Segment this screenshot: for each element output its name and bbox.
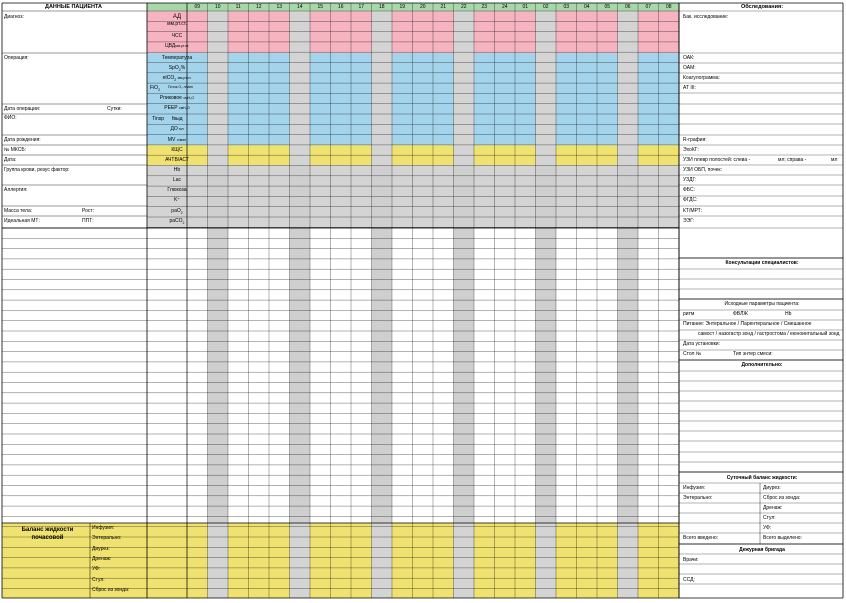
- doctor-label: Врачи:: [683, 557, 699, 563]
- param-t-insp: Tinsp: [152, 116, 165, 122]
- nutrition-line2: самост / назогастр зонд / гастростома / еюноинтальный зонд: [698, 331, 840, 337]
- hour-label: 08: [665, 4, 672, 10]
- operation-label: Операция:: [4, 55, 29, 61]
- gray-hour-column-bottom: [290, 523, 311, 598]
- nutrition-line1: Питание: Энтеральное / Парентеральное / Смешанное: [683, 321, 812, 327]
- ml-right-label: мл; справа -: [778, 157, 807, 163]
- exams-title: Обследования:: [740, 4, 784, 10]
- param-cvd: ЦВДмм.рт.ст.: [164, 43, 190, 49]
- echo-label: ЭхоКГ:: [683, 147, 699, 153]
- balance-title: Баланс жидкости почасовой: [21, 527, 74, 541]
- install-date-label: Дата установки:: [683, 341, 720, 347]
- body-mass-label: Масса тела:: [4, 208, 33, 214]
- team-title: Дежурная бригада: [739, 547, 785, 553]
- fgds-label: ФГДС:: [683, 197, 698, 203]
- hour-label: 02: [542, 4, 549, 10]
- ppt-label: ППТ:: [82, 218, 94, 224]
- hour-label: 06: [624, 4, 631, 10]
- balance-row-label: Сброс из зонда:: [92, 586, 130, 593]
- bac-label: Бак. исследование:: [683, 14, 729, 20]
- gray-hour-column: [536, 165, 557, 523]
- hour-label: 07: [645, 4, 652, 10]
- hour-label: 24: [501, 4, 508, 10]
- param-peep: PEEP смH₂O: [164, 105, 190, 111]
- diagnosis-label: Диагноз:: [4, 14, 24, 20]
- gray-hour-column: [454, 165, 475, 523]
- param-temperature: Температура: [161, 55, 193, 61]
- mix-type-label: Тип энтер смеси:: [733, 351, 773, 357]
- hour-label: 18: [378, 4, 385, 10]
- hour-label: 23: [481, 4, 488, 10]
- gray-hour-column-top: [536, 11, 557, 165]
- hour-label: 16: [337, 4, 344, 10]
- hour-label: 15: [317, 4, 324, 10]
- gray-hour-column-top: [618, 11, 639, 165]
- uzdg-label: УЗДГ:: [683, 177, 697, 183]
- height-label: Рост:: [82, 208, 95, 214]
- record-no-label: № МКСБ:: [4, 147, 27, 153]
- gray-hour-column: [372, 165, 393, 523]
- hour-label: 19: [399, 4, 406, 10]
- operation-date-label: Дата операции:: [4, 106, 41, 112]
- hour-label: 14: [296, 4, 303, 10]
- param-ad: АД: [172, 14, 182, 20]
- uzi-pleural-label: УЗИ плевр полостей: слева -: [683, 157, 751, 163]
- gray-hour-column: [618, 165, 639, 523]
- fio-label: ФИО:: [4, 115, 17, 121]
- param-paco2: paCO$_2$: [169, 218, 185, 225]
- uzi-obp-label: УЗИ ОБП, почек:: [683, 167, 722, 173]
- gray-hour-column: [290, 165, 311, 523]
- param-f-resp: fвыд: [172, 116, 183, 122]
- gray-hour-column-top: [454, 11, 475, 165]
- hour-label: 09: [194, 4, 201, 10]
- patient-data-header: ДАННЫЕ ПАЦИЕНТА: [45, 4, 102, 10]
- param-glucose: Глюкоза: [167, 187, 187, 193]
- coag-label: Коагулограмма:: [683, 75, 720, 81]
- hour-label: 13: [276, 4, 283, 10]
- daily-probe-label: Сброс из зонда:: [763, 495, 801, 501]
- balance-row-label: Стул:: [92, 576, 105, 583]
- hb-label: Hb: [785, 311, 792, 317]
- extra-title: Дополнительно:: [741, 362, 783, 368]
- at3-label: АТ III:: [683, 85, 696, 91]
- hour-label: 03: [563, 4, 570, 10]
- balance-row-label: Инфузия:: [92, 525, 115, 531]
- hour-label: 17: [358, 4, 365, 10]
- hour-label: 10: [214, 4, 221, 10]
- hour-label: 22: [460, 4, 467, 10]
- gray-hour-column-bottom: [454, 523, 475, 598]
- param-hss: ЧСС: [171, 33, 183, 39]
- fbs-label: ФБС:: [683, 187, 696, 193]
- ml-label: мл: [831, 157, 838, 163]
- oak-label: ОАК:: [683, 55, 695, 61]
- param-kos: КЩС: [171, 147, 183, 153]
- allergy-label: Аллергия:: [4, 187, 28, 193]
- daily-enteral-label: Энтерально:: [683, 495, 713, 501]
- gray-hour-column-top: [290, 11, 311, 165]
- hour-label: 11: [235, 4, 241, 10]
- blood-group-label: Группа крови, резус фактор:: [4, 167, 70, 173]
- param-fio2: FiO$_2$: [150, 85, 161, 92]
- hour-label: 04: [583, 4, 590, 10]
- total-out-label: Всего выделено:: [763, 535, 802, 541]
- gray-hour-column-top: [208, 11, 229, 165]
- eeg-label: ЭЭГ:: [683, 218, 695, 224]
- hour-label: 21: [440, 4, 447, 10]
- hour-label: 12: [255, 4, 262, 10]
- balance-row-label: Дренаж:: [92, 555, 112, 562]
- daily-balance-title: Суточный баланс жидкости:: [726, 475, 798, 481]
- xray-label: R-графия:: [683, 137, 707, 143]
- consult-title: Консультации специалистов:: [725, 260, 799, 266]
- nurse-label: ССД:: [683, 577, 695, 583]
- hour-label: 05: [604, 4, 611, 10]
- param-hb: Hb: [173, 167, 181, 173]
- daily-infusion-label: Инфузия:: [683, 485, 706, 491]
- day-label: Сутки:: [107, 106, 122, 112]
- param-ad-unit: мм.рт.ст.: [167, 21, 187, 27]
- param-etco2: etCO$_2$ мм.рт.ст.: [162, 75, 192, 82]
- param-k: K⁺: [174, 197, 180, 203]
- daily-uf-label: УФ:: [763, 525, 772, 531]
- gray-hour-column-bottom: [536, 523, 557, 598]
- birth-date-label: Дата рождения:: [4, 137, 41, 143]
- param-p-peak: Pпиковое смH₂O: [159, 95, 195, 101]
- table-no-label: Стол №: [683, 351, 702, 357]
- rhythm-label: ритм: [683, 311, 695, 317]
- param-acht: АЧТВ/АСТ: [165, 157, 189, 163]
- initial-title: Исходные параметры пациента:: [724, 301, 800, 307]
- balance-row-label: Энтерально:: [92, 535, 122, 542]
- gray-hour-column: [208, 165, 229, 523]
- gray-hour-column-bottom: [618, 523, 639, 598]
- param-mv: MV л/мин: [167, 137, 187, 143]
- hour-label: 20: [419, 4, 426, 10]
- param-do: ДО мл: [170, 126, 184, 132]
- param-pao2: paO$_2$: [171, 208, 183, 215]
- daily-drainage-label: Дренаж:: [763, 505, 783, 511]
- kt-label: КТ/МРТ:: [683, 208, 703, 214]
- fv-label: ФВЛЖ: [733, 311, 748, 317]
- param-fio2-flow: Поток O₂ л/мин: [168, 85, 193, 89]
- gray-hour-column-bottom: [372, 523, 393, 598]
- daily-diuresis-label: Диурез:: [763, 485, 781, 491]
- balance-row-label: Диурез:: [92, 545, 110, 552]
- gray-hour-column-top: [372, 11, 393, 165]
- oam-label: ОАМ:: [683, 65, 696, 71]
- balance-row-label: УФ:: [92, 566, 101, 573]
- daily-stool-label: Стул:: [763, 515, 776, 521]
- date-label: Дата:: [4, 157, 17, 163]
- gray-hour-column-bottom: [208, 523, 229, 598]
- total-in-label: Всего введено:: [683, 535, 719, 541]
- hour-label: 01: [522, 4, 529, 10]
- param-lac: Lac: [172, 177, 182, 183]
- param-spo2: SpO$_2$%: [168, 65, 186, 72]
- ideal-mass-label: Идеальная МТ:: [4, 218, 40, 224]
